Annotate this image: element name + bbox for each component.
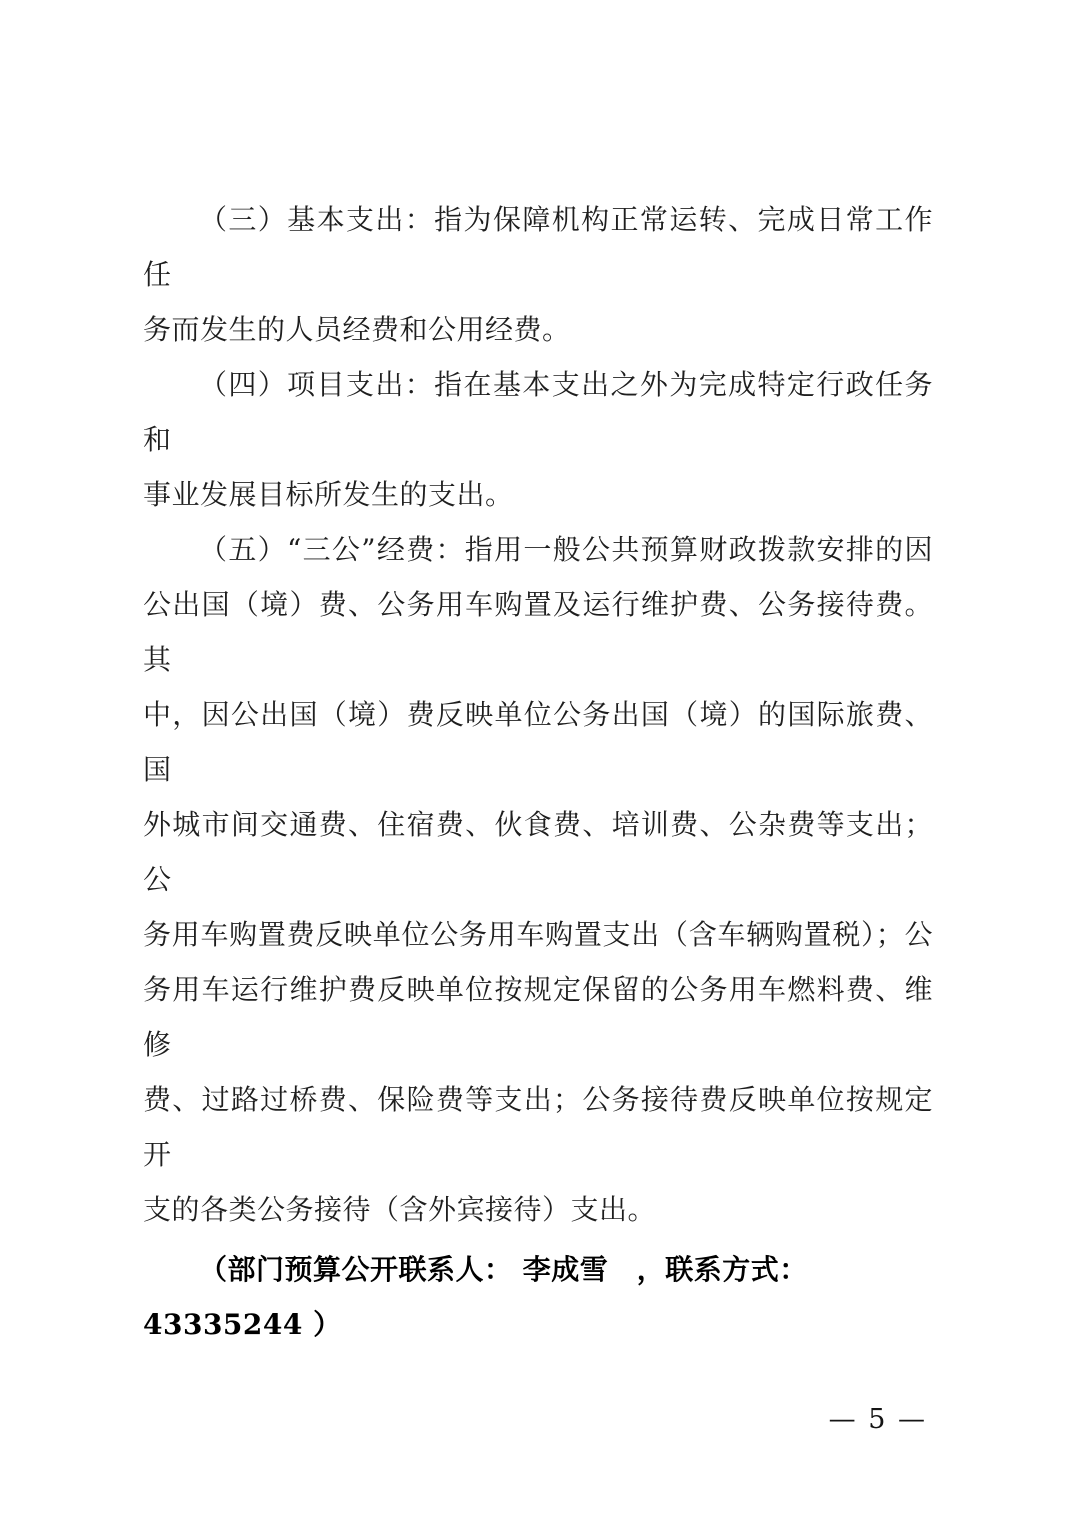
text-line: 费、过路过桥费、保险费等支出；公务接待费反映单位按规定开: [143, 1083, 933, 1171]
text-line: 公出国（境）费、公务用车购置及运行维护费、公务接待费。其: [143, 588, 933, 676]
text-line: 事业发展目标所发生的支出。: [143, 478, 514, 511]
page-number: — 5 —: [828, 1404, 927, 1435]
text-line: 中，因公出国（境）费反映单位公务出国（境）的国际旅费、国: [143, 698, 933, 786]
text-line: （三）基本支出：指为保障机构正常运转、完成日常工作任: [143, 203, 933, 291]
text-line: （四）项目支出：指在基本支出之外为完成特定行政任务和: [143, 368, 933, 456]
text-line: 务而发生的人员经费和公用经费。: [143, 313, 571, 346]
text-line: （五）“三公”经费：指用一般公共预算财政拨款安排的因: [199, 533, 933, 566]
text-line: 务用车购置费反映单位公务用车购置支出（含车辆购置税）；公: [143, 918, 933, 951]
text-line: 支的各类公务接待（含外宾接待）支出。: [143, 1193, 657, 1226]
text-line: 外城市间交通费、住宿费、伙食费、培训费、公杂费等支出；公: [143, 808, 933, 896]
document-body: [143, 192, 933, 1352]
text-line: 务用车运行维护费反映单位按规定保留的公务用车燃料费、维修: [143, 973, 933, 1061]
contact-info-line: （部门预算公开联系人： 李成雪 ，联系方式：43335244 ）: [143, 1253, 808, 1341]
